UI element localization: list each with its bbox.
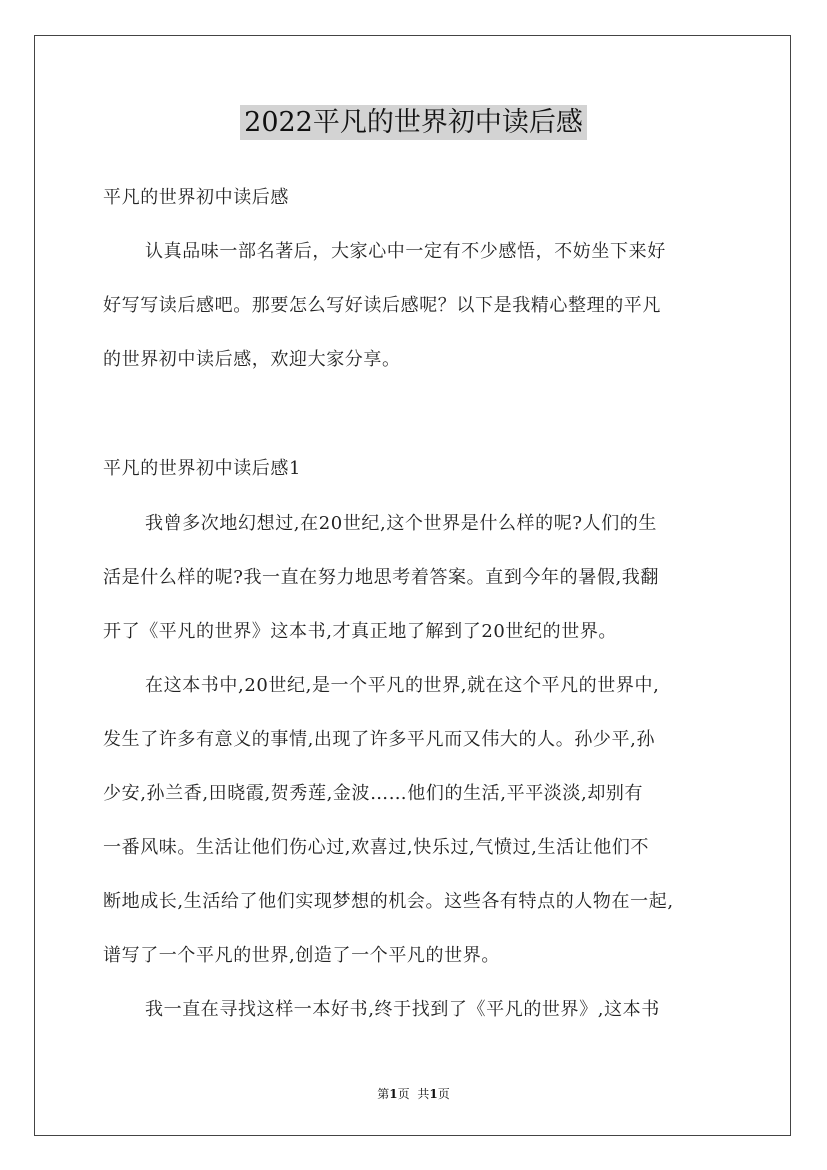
section-heading: 平凡的世界初中读后感1	[103, 458, 302, 479]
subtitle: 平凡的世界初中读后感	[103, 187, 289, 208]
total-suffix: 页	[437, 1087, 450, 1101]
body-line-7: 一番风味。生活让他们伤心过,欢喜过,快乐过,气愤过,生活让他们不	[103, 837, 650, 858]
intro-line-1: 认真品味一部名著后，大家心中一定有不少感悟，不妨坐下来好	[145, 241, 666, 262]
page-prefix: 第	[377, 1087, 390, 1101]
body-line-8: 断地成长,生活给了他们实现梦想的机会。这些各有特点的人物在一起,	[103, 891, 674, 912]
title-text: 2022平凡的世界初中读后感	[240, 105, 587, 140]
body-line-6: 少安,孙兰香,田晓霞,贺秀莲,金波……他们的生活,平平淡淡,却别有	[103, 783, 644, 804]
page-number: 1	[389, 1087, 398, 1101]
intro-line-3: 的世界初中读后感，欢迎大家分享。	[103, 349, 401, 370]
body-line-10: 我一直在寻找这样一本好书,终于找到了《平凡的世界》,这本书	[145, 999, 660, 1020]
body-line-2: 活是什么样的呢?我一直在努力地思考着答案。直到今年的暑假,我翻	[103, 567, 659, 588]
body-line-3: 开了《平凡的世界》这本书,才真正地了解到了20世纪的世界。	[103, 621, 618, 642]
body-line-4: 在这本书中,20世纪,是一个平凡的世界,就在这个平凡的世界中,	[145, 675, 660, 696]
intro-line-2: 好写写读后感吧。那要怎么写好读后感呢？以下是我精心整理的平凡	[103, 295, 661, 316]
total-prefix: 共	[417, 1087, 430, 1101]
total-pages: 1	[429, 1087, 438, 1101]
page-suffix: 页	[397, 1087, 410, 1101]
page-footer	[0, 1085, 827, 1102]
body-line-5: 发生了许多有意义的事情,出现了许多平凡而又伟大的人。孙少平,孙	[103, 729, 656, 750]
document-title	[0, 100, 827, 139]
body-line-9: 谱写了一个平凡的世界,创造了一个平凡的世界。	[103, 945, 500, 966]
body-line-1: 我曾多次地幻想过,在20世纪,这个世界是什么样的呢?人们的生	[145, 513, 657, 534]
